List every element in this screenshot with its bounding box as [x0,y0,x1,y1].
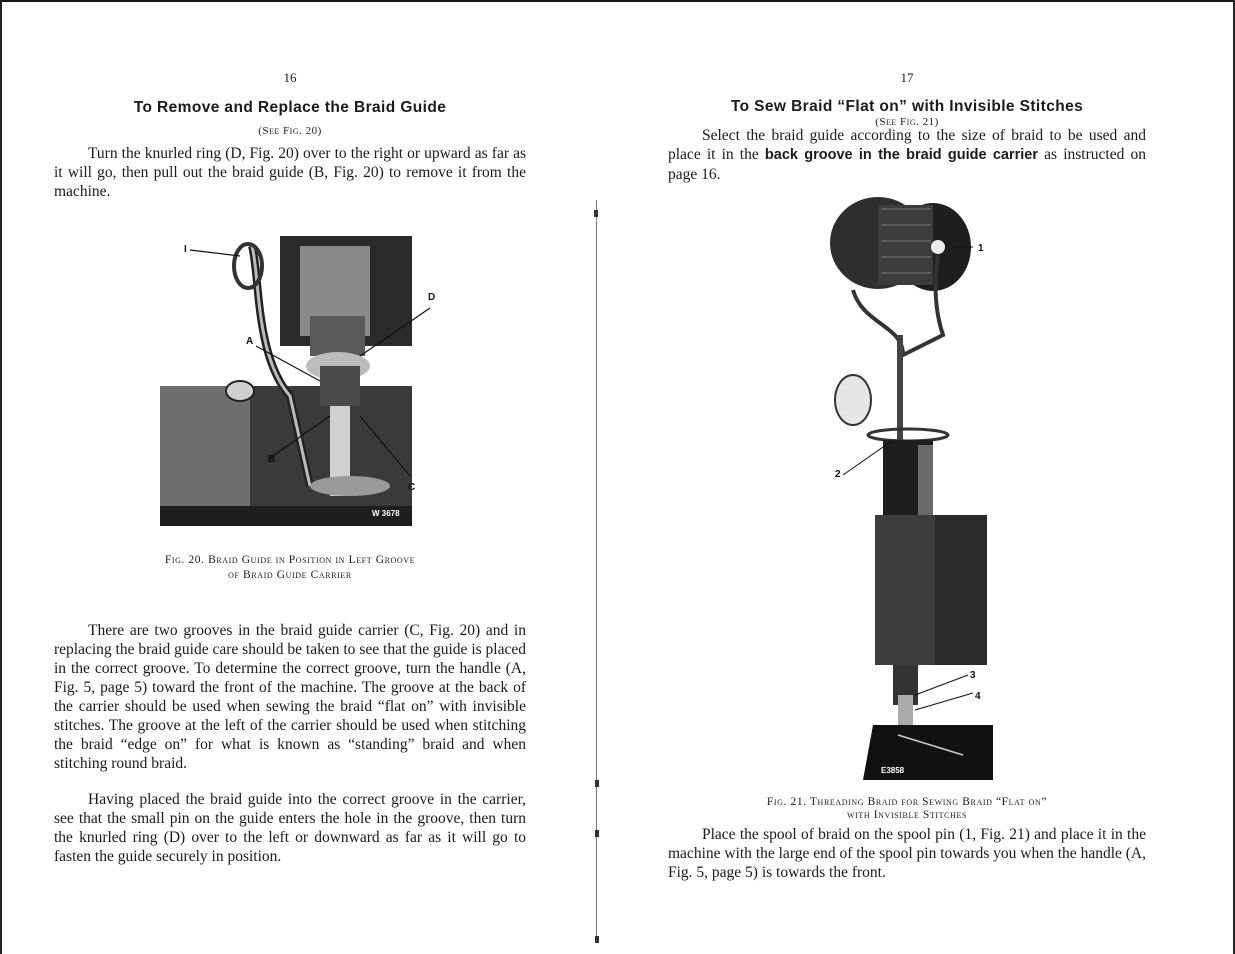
label-a: A [246,336,254,347]
left-page [54,0,526,954]
label-b: B [268,454,276,465]
figure-20-photo [160,236,436,526]
scan-left-edge [0,0,2,954]
gutter-speck [594,210,598,217]
label-d: D [428,292,436,303]
gutter-speck [595,780,599,787]
figure-reference: (See Fig. 21) [875,116,939,128]
figure-caption-line: Fig. 20. Braid Guide in Position in Left Groove [164,554,416,566]
paragraph [668,126,1146,184]
paragraph: Turn the knurled ring (D, Fig. 20) over to the right or upward as far as it will go, then pull out the braid guide (B, Fig. 20) to remove it from the machine. [54,145,526,200]
paragraph: There are two grooves in the braid guide carrier (C, Fig. 20) and in replacing the braid guide care should be taken to see that the guide is placed in the correct groove. To determine the correct groove, turn the handle (A, Fig. 5, page 5) toward the front of the machine. The groove at the back of the carrier should be used when sewing the braid “flat on” with invisible stitches. The groove at the left of the carrier should be used when stitching the braid “edge on” for what is known as “standing” braid and when stitching round braid. [54,622,526,772]
figure-caption-line: with Invisible Stitches [847,809,967,821]
braid-guide-illustration [160,236,416,526]
plate-code: E3858 [881,766,905,775]
right-page [668,0,1146,954]
figure-caption-line: of Braid Guide Carrier [228,569,352,581]
figure-caption-line: Fig. 21. Threading Braid for Sewing Braid “Flat on” [766,796,1048,808]
emphasis-text: back groove in the braid guide carrier [764,147,1039,163]
threading-braid-illustration [823,195,993,780]
section-heading: To Sew Braid “Flat on” with Invisible Stitches [730,98,1084,115]
text-run: as instructed on page 16. [668,146,1146,183]
gutter-speck [595,936,599,943]
label-2: 2 [835,469,841,480]
section-heading: To Remove and Replace the Braid Guide [133,99,447,116]
page-number: 17 [900,70,914,85]
label-c: C [408,482,416,493]
paragraph: Having placed the braid guide into the correct groove in the carrier, see that the small pin on the guide enters the hole in the groove, then turn the knurled ring (D) over to the left or downward as far as it will go to fasten the guide securely in position. [54,791,526,865]
text-run: Select the braid guide according to the size of braid to be used and place it in the [668,127,1146,163]
book-gutter [596,200,597,940]
figure-reference: (See Fig. 20) [258,125,322,137]
label-4: 4 [975,691,981,702]
label-3: 3 [970,670,976,681]
figure-21-photo [823,195,993,780]
gutter-speck [595,830,599,837]
paragraph: Place the spool of braid on the spool pin (1, Fig. 21) and place it in the machine with the large end of the spool pin towards you when the handle (A, Fig. 5, page 5) is towards the front. [668,826,1146,881]
plate-code: W 3678 [372,509,400,518]
label-1: 1 [978,243,984,254]
page-number: 16 [283,70,297,85]
svg-text:I: I [184,244,187,255]
